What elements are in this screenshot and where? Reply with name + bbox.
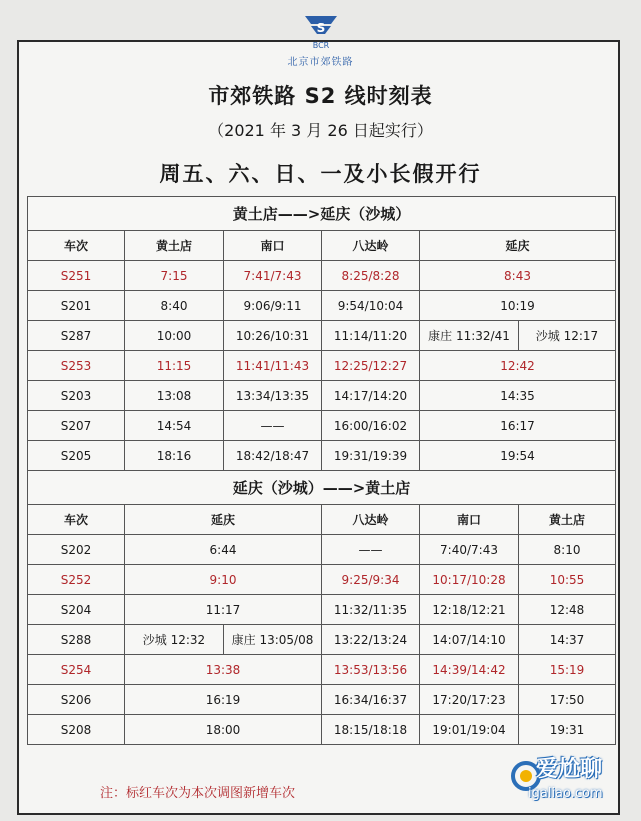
header-row: [28, 231, 616, 261]
time-cell: 10:55: [519, 565, 616, 595]
col-header-station: 延庆: [420, 231, 616, 261]
table-row: [28, 625, 616, 655]
time-cell: 6:44: [125, 535, 322, 565]
time-cell: 14:07/14:10: [420, 625, 519, 655]
time-cell: 14:39/14:42: [420, 655, 519, 685]
table-row: [28, 381, 616, 411]
time-cell: 15:19: [519, 655, 616, 685]
bcr-logo: [0, 12, 641, 68]
table-row: [28, 411, 616, 441]
table-row: [28, 565, 616, 595]
direction-heading: 黄土店——>延庆（沙城）: [28, 197, 616, 231]
time-cell: 沙城 12:32: [125, 625, 224, 655]
time-cell: 10:17/10:28: [420, 565, 519, 595]
table-row: [28, 655, 616, 685]
svg-text:S: S: [316, 21, 325, 35]
time-cell: 康庄 13:05/08: [224, 625, 322, 655]
effective-date: （2021 年 3 月 26 日起实行）: [208, 121, 433, 140]
section-row-outbound: [28, 197, 616, 231]
time-cell: 10:00: [125, 321, 224, 351]
time-cell: 13:08: [125, 381, 224, 411]
train-number: S287: [28, 321, 125, 351]
time-cell: 16:17: [420, 411, 616, 441]
time-cell: 9:06/9:11: [224, 291, 322, 321]
time-cell: 14:17/14:20: [322, 381, 420, 411]
time-cell: 11:14/11:20: [322, 321, 420, 351]
time-cell: 康庄 11:32/41: [420, 321, 519, 351]
time-cell: 9:10: [125, 565, 322, 595]
watermark: [508, 752, 636, 814]
timetable: [27, 196, 616, 745]
train-number: S205: [28, 441, 125, 471]
time-cell: 19:31: [519, 715, 616, 745]
col-header-train: 车次: [28, 231, 125, 261]
train-number: S201: [28, 291, 125, 321]
time-cell: 14:35: [420, 381, 616, 411]
header-row: [28, 505, 616, 535]
col-header-station: 黄土店: [125, 231, 224, 261]
time-cell: 19:31/19:39: [322, 441, 420, 471]
time-cell: 16:34/16:37: [322, 685, 420, 715]
time-cell: ——: [224, 411, 322, 441]
time-cell: 9:25/9:34: [322, 565, 420, 595]
time-cell: 8:43: [420, 261, 616, 291]
col-header-station: 延庆: [125, 505, 322, 535]
time-cell: 18:15/18:18: [322, 715, 420, 745]
train-number: S252: [28, 565, 125, 595]
train-number: S203: [28, 381, 125, 411]
svg-text:BCR: BCR: [312, 41, 329, 50]
time-cell: 10:26/10:31: [224, 321, 322, 351]
time-cell: 8:25/8:28: [322, 261, 420, 291]
table-row: [28, 595, 616, 625]
time-cell: 18:00: [125, 715, 322, 745]
col-header-station: 南口: [224, 231, 322, 261]
time-cell: 12:25/12:27: [322, 351, 420, 381]
time-cell: 12:48: [519, 595, 616, 625]
time-cell: 7:41/7:43: [224, 261, 322, 291]
watermark-url: igaliao.com: [528, 786, 603, 801]
time-cell: 沙城 12:17: [519, 321, 616, 351]
col-header-station: 八达岭: [322, 505, 420, 535]
table-row: [28, 441, 616, 471]
direction-heading: 延庆（沙城）——>黄土店: [28, 471, 616, 505]
time-cell: 12:42: [420, 351, 616, 381]
time-cell: 11:41/11:43: [224, 351, 322, 381]
time-cell: 12:18/12:21: [420, 595, 519, 625]
footnote: 注：标红车次为本次调图新增车次: [100, 786, 296, 801]
col-header-station: 黄土店: [519, 505, 616, 535]
train-number: S254: [28, 655, 125, 685]
time-cell: 19:54: [420, 441, 616, 471]
col-header-station: 南口: [420, 505, 519, 535]
time-cell: 9:54/10:04: [322, 291, 420, 321]
time-cell: 13:34/13:35: [224, 381, 322, 411]
train-number: S253: [28, 351, 125, 381]
time-cell: 8:40: [125, 291, 224, 321]
time-cell: 17:50: [519, 685, 616, 715]
time-cell: 16:19: [125, 685, 322, 715]
time-cell: 18:16: [125, 441, 224, 471]
col-header-train: 车次: [28, 505, 125, 535]
time-cell: 8:10: [519, 535, 616, 565]
section-row-inbound: [28, 471, 616, 505]
train-number: S207: [28, 411, 125, 441]
time-cell: 13:53/13:56: [322, 655, 420, 685]
bcr-logo-icon: [299, 12, 343, 52]
service-days: 周五、六、日、一及小长假开行: [159, 162, 482, 186]
logo-org-name: 北京市郊铁路: [287, 57, 354, 68]
time-cell: 7:15: [125, 261, 224, 291]
table-row: [28, 321, 616, 351]
time-cell: 13:22/13:24: [322, 625, 420, 655]
time-cell: 11:32/11:35: [322, 595, 420, 625]
col-header-station: 八达岭: [322, 231, 420, 261]
time-cell: 11:15: [125, 351, 224, 381]
train-number: S208: [28, 715, 125, 745]
time-cell: 14:37: [519, 625, 616, 655]
time-cell: 11:17: [125, 595, 322, 625]
page-title: 市郊铁路 S2 线时刻表: [208, 84, 433, 108]
time-cell: 14:54: [125, 411, 224, 441]
table-row: [28, 535, 616, 565]
train-number: S204: [28, 595, 125, 625]
time-cell: 13:38: [125, 655, 322, 685]
table-row: [28, 685, 616, 715]
table-row: [28, 715, 616, 745]
time-cell: 19:01/19:04: [420, 715, 519, 745]
train-number: S288: [28, 625, 125, 655]
table-row: [28, 291, 616, 321]
time-cell: 16:00/16:02: [322, 411, 420, 441]
table-row: [28, 261, 616, 291]
time-cell: 7:40/7:43: [420, 535, 519, 565]
time-cell: ——: [322, 535, 420, 565]
train-number: S202: [28, 535, 125, 565]
time-cell: 17:20/17:23: [420, 685, 519, 715]
table-row: [28, 351, 616, 381]
train-number: S251: [28, 261, 125, 291]
train-number: S206: [28, 685, 125, 715]
time-cell: 18:42/18:47: [224, 441, 322, 471]
time-cell: 10:19: [420, 291, 616, 321]
watermark-text: 爱尬聊: [536, 757, 603, 782]
